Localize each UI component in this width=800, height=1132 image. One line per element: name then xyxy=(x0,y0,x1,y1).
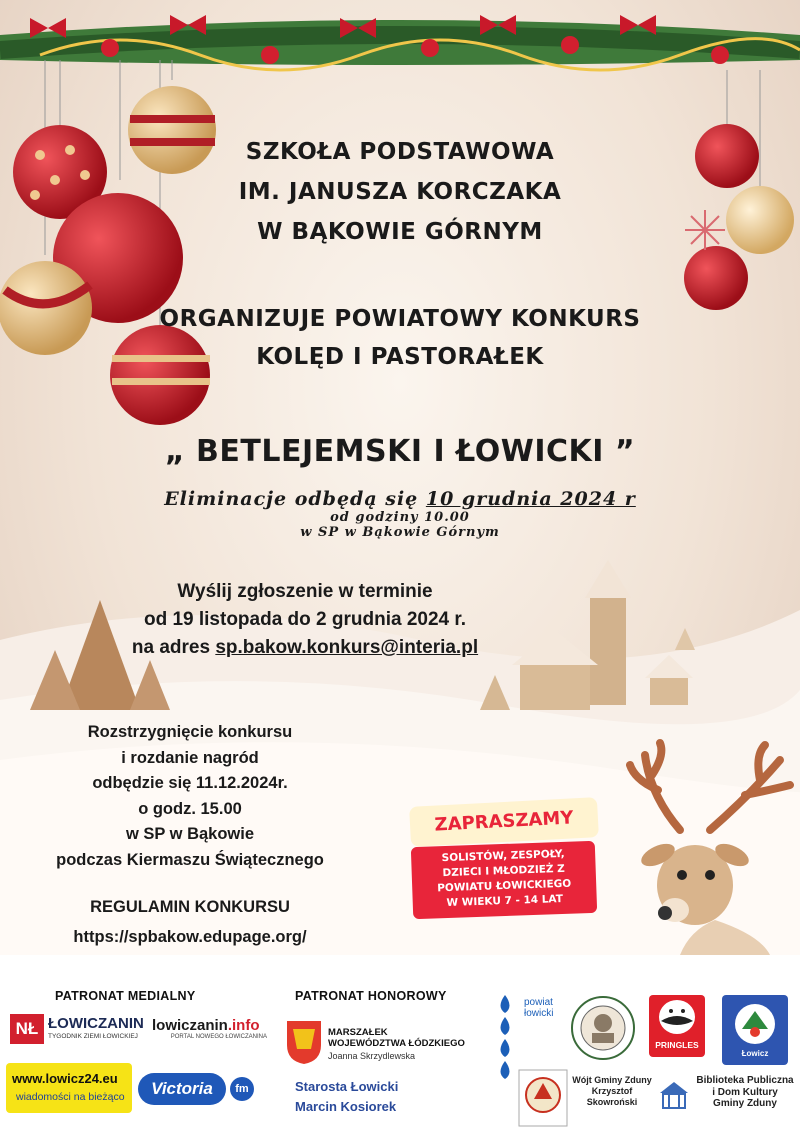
lodz-coat-of-arms-icon xyxy=(285,1019,323,1065)
lowiczanin-logo xyxy=(10,1011,150,1047)
lowicz24-logo xyxy=(6,1063,132,1113)
invitation-line: W WIEKU 7 - 14 LAT xyxy=(446,892,564,910)
organizes-heading xyxy=(120,300,680,376)
resolution-line: Rozstrzygnięcie konkursu xyxy=(87,723,293,741)
resolution-line: podczas Kiermaszu Świątecznego xyxy=(56,850,324,869)
organizes-line-1: ORGANIZUJE POWIATOWY KONKURS xyxy=(159,306,641,332)
submission-info xyxy=(80,578,530,662)
invitation-line: SOLISTÓW, ZESPOŁY, xyxy=(441,847,565,865)
lowicz-crest-icon xyxy=(722,999,788,1049)
eliminations-place: w SP w Bąkowie Górnym xyxy=(300,525,500,540)
lowiczanin-info-logo xyxy=(152,1015,272,1045)
starosta-line: Marcin Kosiorek xyxy=(295,1099,397,1114)
lowiczanin-name: ŁOWICZANIN xyxy=(48,1015,144,1032)
footer-sponsors xyxy=(0,955,800,1132)
eliminations-date: 10 grudnia 2024 r xyxy=(425,488,636,510)
address-prefix: na adres xyxy=(131,637,216,658)
powiat-line: powiat xyxy=(524,997,553,1008)
marshal-title xyxy=(328,1027,465,1049)
media-patronage-label: PATRONAT MEDIALNY xyxy=(55,989,196,1003)
resolution-line: w SP w Bąkowie xyxy=(125,825,255,843)
ornament-baubles-left xyxy=(0,60,230,480)
submission-line-2: od 19 listopada do 2 grudnia 2024 r. xyxy=(143,609,467,630)
library-line: Biblioteka Publiczna xyxy=(696,1075,794,1086)
wojt-line: Wójt Gminy Zduny xyxy=(572,1075,652,1085)
pringles-logo xyxy=(649,995,705,1057)
radio-victoria-logo xyxy=(138,1069,256,1109)
pringles-name: PRINGLES xyxy=(655,1040,699,1050)
reindeer-illustration xyxy=(620,735,800,955)
ornament-baubles-right xyxy=(680,70,800,330)
school-line-3: W BĄKOWIE GÓRNYM xyxy=(257,219,543,245)
resolution-info xyxy=(30,720,350,873)
resolution-line: o godz. 15.00 xyxy=(138,799,242,818)
rules-info xyxy=(40,895,340,949)
marshal-name: Joanna Skrzydlewska xyxy=(328,1051,416,1061)
powiat-lowicki-label xyxy=(524,997,553,1019)
resolution-line: i rozdanie nagród xyxy=(121,748,259,767)
school-name xyxy=(140,132,660,252)
school-emblem-icon xyxy=(570,995,636,1061)
powiat-lowicki-drops-icon xyxy=(490,993,520,1083)
resolution-line: odbędzie się 11.12.2024r. xyxy=(92,774,288,792)
contest-title: „ BETLEJEMSKI I ŁOWICKI ” xyxy=(164,434,636,469)
submission-line-1: Wyślij zgłoszenie w terminie xyxy=(177,581,433,602)
lowiczanin-info-tagline: PORTAL NOWEGO ŁOWICZANINA xyxy=(170,1034,267,1040)
victoria-fm: fm xyxy=(230,1077,254,1101)
lowicz-city-logo xyxy=(722,995,788,1065)
invitation-box xyxy=(411,841,597,919)
honor-patronage-label: PATRONAT HONOROWY xyxy=(295,989,447,1003)
wojt-info xyxy=(572,1075,652,1108)
marshal-title-line: WOJEWÓDZTWA ŁÓDZKIEGO xyxy=(328,1038,465,1049)
invitation-title: ZAPRASZAMY xyxy=(409,797,599,847)
wojt-line: Skowroński xyxy=(586,1097,638,1107)
invitation-badge xyxy=(410,802,598,917)
rules-label: REGULAMIN KONKURSU xyxy=(90,898,290,916)
lowicz24-tagline: wiadomości na bieżąco xyxy=(16,1091,125,1103)
nl-logo-mark: NŁ xyxy=(10,1014,44,1044)
eliminations-time: od godziny 10.00 xyxy=(330,510,470,525)
wojt-line: Krzysztof xyxy=(591,1086,633,1096)
powiat-line: łowicki xyxy=(524,1008,554,1019)
lowiczanin-info-name: lowiczanin xyxy=(152,1017,228,1034)
rules-link[interactable]: https://spbakow.edupage.org/ xyxy=(73,928,307,946)
invitation-line: DZIECI I MŁODZIEŻ Z xyxy=(442,862,565,880)
email-link[interactable]: sp.bakow.konkurs@interia.pl xyxy=(215,637,479,658)
lowiczanin-info-tld: .info xyxy=(227,1017,260,1034)
pringles-face-icon xyxy=(649,997,705,1039)
library-line: i Dom Kultury xyxy=(712,1086,778,1098)
eliminations-prefix: Eliminacje odbędą się xyxy=(164,488,426,510)
lowiczanin-tagline: TYGODNIK ZIEMI ŁOWICKIEJ xyxy=(48,1033,138,1040)
school-line-1: SZKOŁA PODSTAWOWA xyxy=(245,139,555,165)
organizes-line-2: KOLĘD I PASTORAŁEK xyxy=(256,344,544,370)
starosta-info xyxy=(295,1077,398,1117)
marshal-title-line: MARSZAŁEK xyxy=(328,1027,388,1038)
zduny-coat-of-arms-icon xyxy=(518,1069,568,1127)
library-line: Gminy Zduny xyxy=(713,1098,777,1109)
school-line-2: IM. JANUSZA KORCZAKA xyxy=(238,179,562,205)
starosta-line: Starosta Łowicki xyxy=(295,1079,399,1094)
eliminations-info xyxy=(90,488,710,540)
invitation-line: POWIATU ŁOWICKIEGO xyxy=(437,877,572,895)
library-building-icon xyxy=(658,1079,690,1111)
lowicz24-url: www.lowicz24.eu xyxy=(12,1071,118,1086)
victoria-name: Victoria xyxy=(138,1073,226,1105)
library-info xyxy=(692,1075,798,1110)
lowicz-badge-text: Łowicz xyxy=(741,1049,769,1058)
